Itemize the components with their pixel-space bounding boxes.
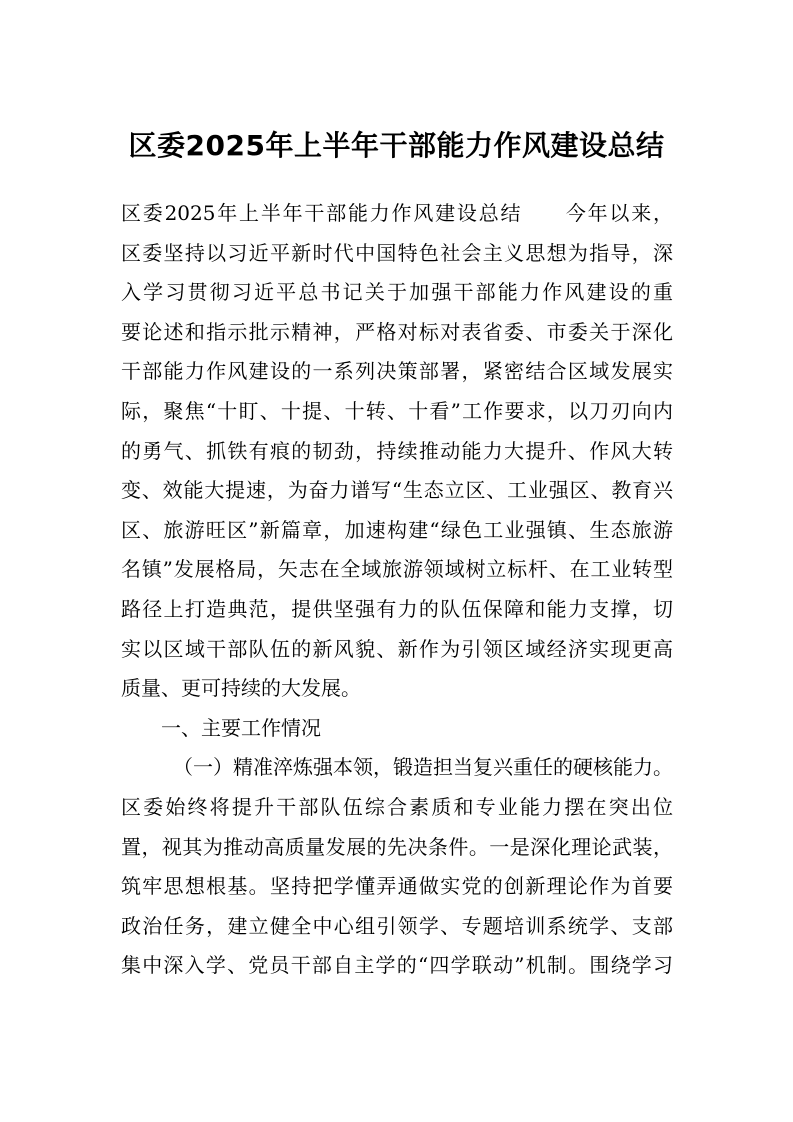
paragraph-line: 区委2025年上半年干部能力作风建设总结 今年以来， bbox=[121, 201, 673, 225]
paragraph-line: 区委始终将提升干部队伍综合素质和专业能力摆在突出位 bbox=[121, 794, 673, 819]
paragraph-line: 干部能力作风建设的一系列决策部署，紧密结合区域发展实 bbox=[121, 359, 673, 384]
paragraph-line: 质量、更可持续的大发展。 bbox=[121, 676, 361, 701]
paragraph-line: 实以区域干部队伍的新风貌、新作为引领区域经济实现更高 bbox=[121, 636, 673, 661]
paragraph-line: 政治任务，建立健全中心组引领学、专题培训系统学、支部 bbox=[121, 913, 673, 938]
paragraph-line: 集中深入学、党员干部自主学的“四学联动”机制。围绕学习 bbox=[121, 953, 673, 978]
subsection-heading: （一）精准淬炼强本领，锻造担当复兴重任的硬核能力。 bbox=[173, 755, 673, 780]
paragraph-line: 的勇气、抓铁有痕的韧劲，持续推动能力大提升、作风大转 bbox=[121, 438, 673, 463]
paragraph-line: 区委坚持以习近平新时代中国特色社会主义思想为指导，深 bbox=[121, 240, 673, 265]
section-heading: 一、主要工作情况 bbox=[161, 715, 321, 740]
paragraph-line: 要论述和指示批示精神，严格对标对表省委、市委关于深化 bbox=[121, 319, 673, 344]
document-title: 区委2025年上半年干部能力作风建设总结 bbox=[128, 129, 665, 162]
paragraph-line: 入学习贯彻习近平总书记关于加强干部能力作风建设的重 bbox=[121, 280, 673, 305]
paragraph-line: 名镇”发展格局，矢志在全域旅游领域树立标杆、在工业转型 bbox=[121, 557, 673, 582]
paragraph-line: 置，视其为推动高质量发展的先决条件。一是深化理论武装， bbox=[121, 834, 673, 859]
document-body bbox=[121, 194, 673, 986]
paragraph-line: 区、旅游旺区”新篇章，加速构建“绿色工业强镇、生态旅游 bbox=[121, 517, 673, 542]
paragraph-line: 路径上打造典范，提供坚强有力的队伍保障和能力支撑，切 bbox=[121, 596, 673, 621]
paragraph-line: 筑牢思想根基。坚持把学懂弄通做实党的创新理论作为首要 bbox=[121, 874, 673, 899]
paragraph-line: 变、效能大提速，为奋力谱写“生态立区、工业强区、教育兴 bbox=[121, 478, 673, 503]
paragraph-line: 际，聚焦“十盯、十提、十转、十看”工作要求，以刀刃向内 bbox=[121, 398, 673, 423]
